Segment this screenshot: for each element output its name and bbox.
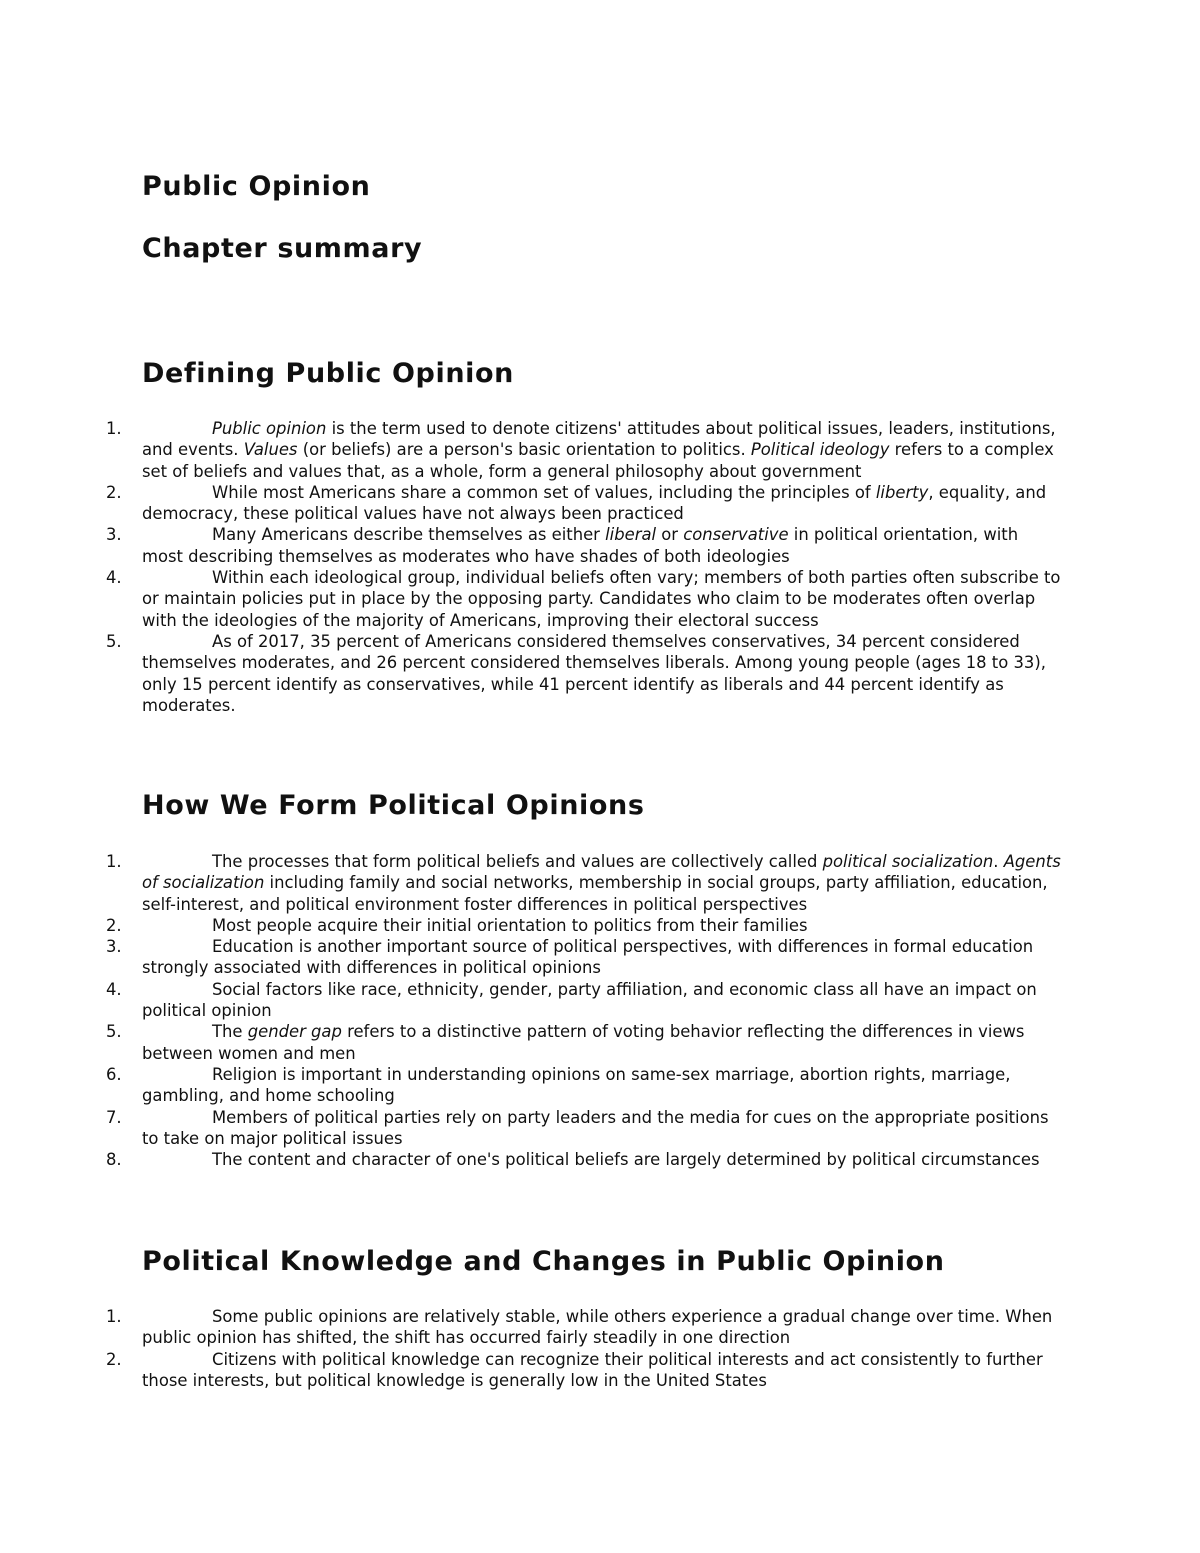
- emphasized-term: Agents of socialization: [142, 852, 1061, 893]
- section-heading-how-we-form-political-opinions: How We Form Political Opinions: [142, 790, 645, 821]
- list-item-text: [142, 1306, 1062, 1349]
- text-run: While most Americans share a common set of values, including the principles of: [212, 482, 876, 502]
- list-item: [0, 851, 1062, 915]
- list-item-number: 6.: [106, 1064, 122, 1084]
- section-list: [0, 1306, 1200, 1391]
- text-run: Some public opinions are relatively stable, while others experience a gradual change over time. When public opinion has shifted, the shift has occurred fairly steadily in one direction: [142, 1307, 1053, 1348]
- list-item: [0, 524, 1062, 567]
- text-run: is the term used to denote citizens' attitudes about political issues, leaders, institutions, and events.: [142, 419, 1056, 460]
- text-run: Within each ideological group, individual beliefs often vary; members of both parties often subscribe to or maintain policies put in place by the opposing party. Candidates who claim to be moderates often overlap with the ideologies of the majority of Americans, improving their electoral success: [142, 568, 1061, 630]
- section-heading-political-knowledge: Political Knowledge and Changes in Public Opinion: [142, 1246, 945, 1277]
- emphasized-term: political socialization: [822, 852, 994, 871]
- section-list: [0, 851, 1200, 1170]
- list-item-number: 7.: [106, 1107, 122, 1127]
- list-item-text: [142, 482, 1062, 525]
- emphasized-term: Values: [243, 440, 298, 460]
- list-item-number: 5.: [106, 1022, 122, 1042]
- list-item-text: [142, 1107, 1062, 1150]
- text-run: refers to a complex set of beliefs and values that, as a whole, form a general philosophy about government: [142, 440, 1054, 481]
- list-item: [0, 1349, 1062, 1392]
- text-run: Many Americans describe themselves as either: [212, 525, 606, 545]
- text-run: As of 2017, 35 percent of Americans considered themselves conservatives, 34 percent considered themselves moderates, and 26 percent considered themselves liberals. Among young people (ages 18 to 33), only 15 percent identify as conservatives, while 41 percent identify as liberals and 44 percent identify as moderates.: [142, 631, 1046, 715]
- list-item: [0, 1107, 1062, 1150]
- list-item-number: 4.: [106, 979, 122, 999]
- list-item-number: 1.: [106, 419, 122, 438]
- list-item-number: 8.: [106, 1150, 122, 1170]
- text-run: The: [212, 1022, 248, 1042]
- list-item-text: [142, 1349, 1062, 1392]
- text-run: Education is another important source of political perspectives, with differences in formal education strongly associated with differences in political opinions: [142, 937, 1034, 978]
- text-run: (or beliefs) are a person's basic orientation to politics.: [297, 440, 751, 460]
- emphasized-term: conservative: [683, 525, 789, 545]
- emphasized-term: liberal: [605, 525, 657, 545]
- text-run: Citizens with political knowledge can recognize their political interests and act consistently to further those interests, but political knowledge is generally low in the United States: [142, 1349, 1043, 1390]
- list-item-text: [142, 979, 1062, 1022]
- text-run: Social factors like race, ethnicity, gender, party affiliation, and economic class all have an impact on political opinion: [142, 979, 1037, 1021]
- list-item-text: [142, 936, 1062, 979]
- list-item: [0, 418, 1062, 482]
- list-item-number: 2.: [106, 915, 122, 935]
- document-title: Public Opinion: [142, 171, 371, 202]
- emphasized-term: Public opinion: [212, 419, 327, 438]
- list-item-number: 1.: [106, 852, 122, 871]
- text-run: in political orientation, with most describing themselves as moderates who have shades of both ideologies: [142, 525, 1019, 566]
- text-run: Members of political parties rely on party leaders and the media for cues on the appropriate positions to take on major political issues: [142, 1107, 1049, 1148]
- text-run: .: [993, 852, 1004, 871]
- document-subtitle: Chapter summary: [142, 233, 423, 264]
- list-item: [0, 1149, 1062, 1170]
- text-run: Most people acquire their initial orientation to politics from their families: [212, 915, 808, 935]
- list-item-text: [142, 524, 1062, 567]
- list-item-text: [142, 851, 1062, 915]
- section-heading-defining-public-opinion: Defining Public Opinion: [142, 358, 514, 389]
- emphasized-term: liberty: [875, 482, 929, 502]
- list-item-number: 4.: [106, 568, 122, 588]
- list-item: [0, 979, 1062, 1022]
- list-item-text: [142, 915, 1062, 936]
- list-item: [0, 482, 1062, 525]
- list-item-number: 2.: [106, 482, 122, 502]
- text-run: including family and social networks, membership in social groups, party affiliation, education, self-interest, and political environment foster differences in political perspectives: [142, 873, 1048, 914]
- text-run: The processes that form political beliefs and values are collectively called: [212, 852, 823, 871]
- text-run: Religion is important in understanding opinions on same-sex marriage, abortion rights, marriage, gambling, and home schooling: [142, 1064, 1011, 1106]
- emphasized-term: Political ideology: [750, 440, 890, 460]
- list-item-number: 3.: [106, 525, 122, 545]
- list-item-text: [142, 567, 1062, 631]
- list-item: [0, 631, 1062, 716]
- list-item-text: [142, 1064, 1062, 1107]
- list-item-text: [142, 1021, 1062, 1064]
- list-item: [0, 1064, 1062, 1107]
- list-item-text: [142, 631, 1062, 716]
- text-run: , equality, and democracy, these political values have not always been practiced: [142, 482, 1047, 524]
- text-run: refers to a distinctive pattern of voting behavior reflecting the differences in views between women and men: [142, 1022, 1025, 1063]
- list-item-number: 2.: [106, 1349, 122, 1369]
- list-item-text: [142, 418, 1062, 482]
- list-item: [0, 1306, 1062, 1349]
- list-item-number: 5.: [106, 631, 122, 651]
- list-item-text: [142, 1149, 1062, 1170]
- list-item: [0, 567, 1062, 631]
- text-run: The content and character of one's political beliefs are largely determined by political circumstances: [212, 1150, 1040, 1170]
- list-item-number: 3.: [106, 937, 122, 957]
- list-item: [0, 915, 1062, 936]
- section-list: [0, 418, 1200, 716]
- list-item: [0, 936, 1062, 979]
- list-item-number: 1.: [106, 1307, 122, 1326]
- list-item: [0, 1021, 1062, 1064]
- emphasized-term: gender gap: [247, 1022, 342, 1042]
- text-run: or: [656, 525, 684, 545]
